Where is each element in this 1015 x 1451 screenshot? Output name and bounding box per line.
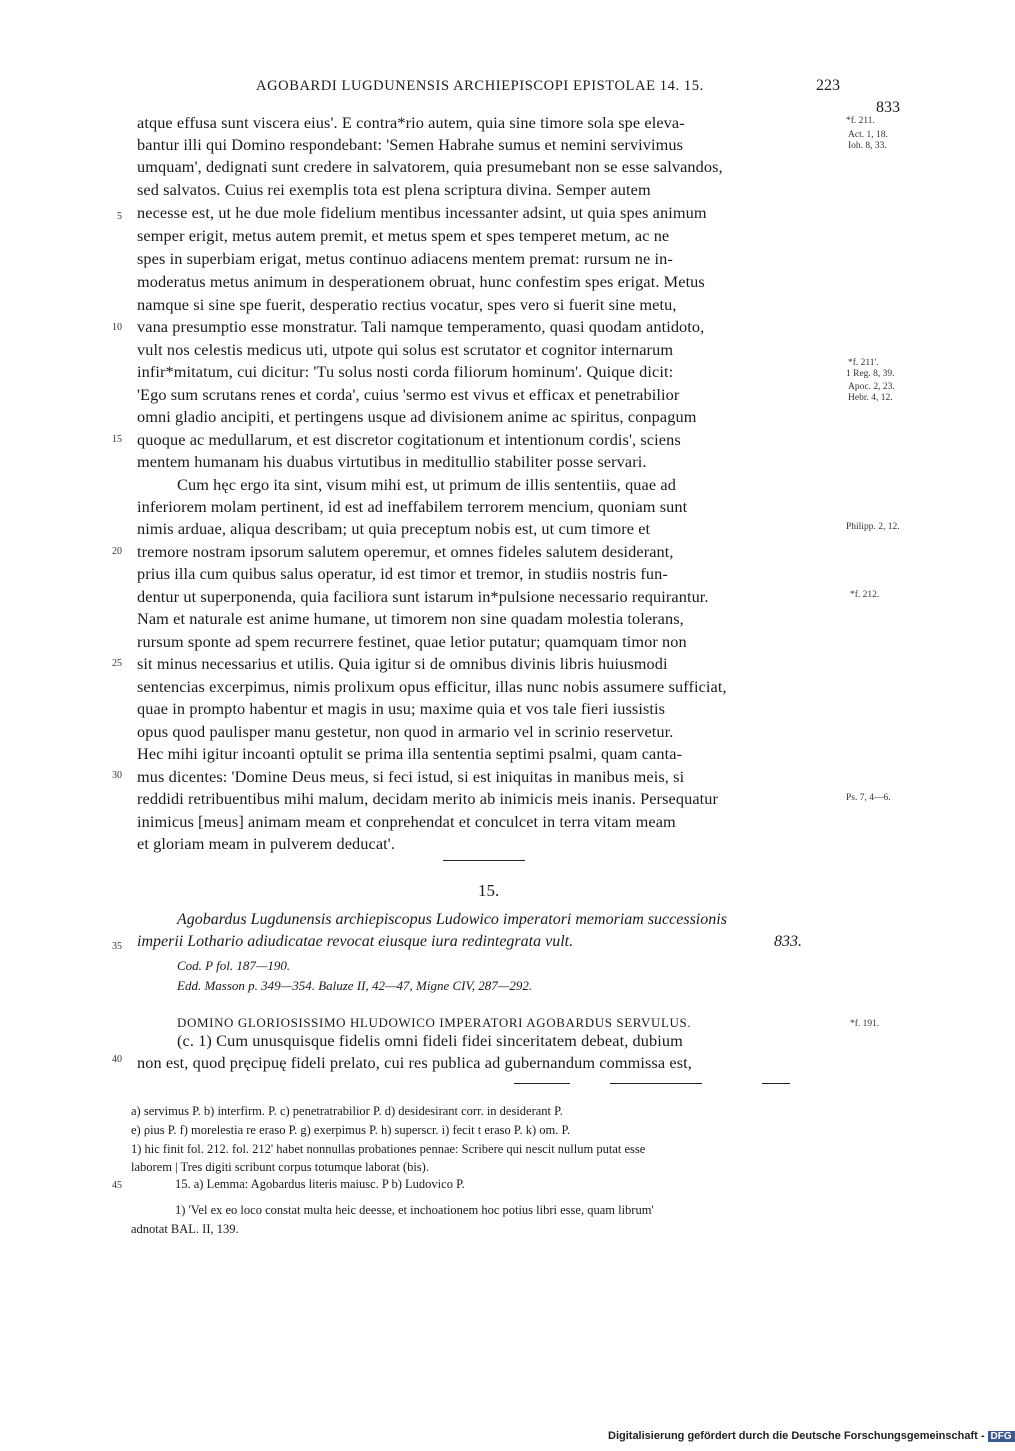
credit-text: Digitalisierung gefördert durch die Deutsche Forschungsgemeinschaft - [608,1430,985,1442]
text-line: vana presumptio esse monstratur. Tali namque temperamento, quasi quodam antidoto, [137,317,705,336]
editions-reference: Edd. Masson p. 349—354. Baluze II, 42—47, Migne CIV, 287—292. [177,978,533,993]
text-line: (c. 1) Cum unusquisque fidelis omni fideli fidei sinceritatem debeat, dubium [177,1031,683,1050]
margin-note: Act. 1, 18. [848,130,888,140]
continuation-rule [514,1083,570,1084]
year-marker: 833 [876,99,900,116]
text-line: inimicus [meus] animam meam et conprehendat et conculcet in terra vitam meam [137,812,676,831]
text-line: non est, quod pręcipuę fideli prelato, cui res publica ad gubernandum commissa est, [137,1053,692,1072]
section-year: 833. [774,933,802,950]
line-number: 45 [112,1180,122,1191]
text-line: umquam', dedignati sunt credere in salvatorem, quia presumebant non se esse salvandos, [137,157,723,176]
text-line: spes in superbiam erigat, metus continuo adiacens mentem premat: rursum ne in- [137,249,673,268]
text-line: necesse est, ut he due mole fidelium mentibus incessanter adsint, ut quia spes animum [137,203,707,222]
margin-note: Philipp. 2, 12. [846,522,900,532]
text-line: sit minus necessarius et utilis. Quia igitur si de omnibus divinis libris huiusmodi [137,654,668,673]
text-line: vult nos celestis medicus uti, utpote qui solus est scrutator et cognitor internarum [137,340,674,359]
line-number: 35 [112,941,122,952]
text-line: opus quod paulisper manu gestetur, non quod in armario vel in scrinio reservetur. [137,722,674,741]
margin-note: 1 Reg. 8, 39. [846,369,895,379]
margin-note: Ps. 7, 4—6. [846,793,891,803]
footnote-line: laborem | Tres digiti scribunt corpus totumque laborat (bis). [131,1160,429,1174]
margin-note: *f. 191. [850,1019,880,1029]
margin-note: Apoc. 2, 23. [848,382,895,392]
text-line: sed salvatos. Cuius rei exemplis tota est plena scriptura divina. Semper autem [137,180,651,199]
text-line: omni gladio ancipiti, et pertingens usque ad divisionem anime ac spiritus, conpagum [137,407,697,426]
section-number: 15. [478,881,500,900]
footnote-line: 15. a) Lemma: Agobardus literis maiusc. P b) Ludovico P. [175,1177,465,1191]
margin-note: Ioh. 8, 33. [848,141,887,151]
section-divider [443,860,525,861]
text-line: infir*mitatum, cui dicitur: 'Tu solus nosti corda filiorum hominum'. Quique dicit: [137,362,674,381]
footnote-line: adnotat BAL. II, 139. [131,1222,239,1236]
text-line: atque effusa sunt viscera eius'. E contra*rio autem, quia sine timore sola spe eleva- [137,113,685,132]
line-number: 10 [112,322,122,333]
page-number: 223 [816,77,840,94]
continuation-rule [610,1083,702,1084]
margin-note: Hebr. 4, 12. [848,393,893,403]
running-header: AGOBARDI LUGDUNENSIS ARCHIEPISCOPI EPISTOLAE 14. 15. [256,78,704,94]
footnote-line: 1) 'Vel ex eo loco constat multa heic deesse, et inchoationem hoc potius libri esse, quam librum' [175,1203,654,1217]
dfg-logo: DFG [988,1431,1015,1442]
footnote-line: a) servimus P. b) interfirm. P. c) penetratrabilior P. d) desidesirant corr. in desiderant P. [131,1104,563,1118]
text-line: quoque ac medullarum, et est discretor cogitationum et intentionum cordis', sciens [137,430,681,449]
text-line: Hec mihi igitur incoanti optulit se prima illa sententia septimi psalmi, quam canta- [137,744,683,763]
footnote-line: 1) hic finit fol. 212. fol. 212' habet nonnullas probationes pennae: Scribere qui nescit nullum putat esse [131,1142,646,1156]
continuation-rule [762,1083,790,1084]
salutation: DOMINO GLORIOSISSIMO HLUDOWICO IMPERATORI AGOBARDUS SERVULUS. [177,1015,692,1030]
margin-note: *f. 211. [846,116,875,126]
line-number: 20 [112,546,122,557]
text-line: mus dicentes: 'Domine Deus meus, si feci istud, si est iniquitas in manibus meis, si [137,767,685,786]
section-summary: Agobardus Lugdunensis archiepiscopus Ludowico imperatori memoriam successionis [177,911,727,928]
line-number: 30 [112,770,122,781]
text-line: reddidi retribuentibus mihi malum, decidam merito ab inimicis meis inanis. Persequatur [137,789,719,808]
text-line: 'Ego sum scrutans renes et corda', cuius 'sermo est vivus et efficax et penetrabilior [137,385,680,404]
text-line: quae in prompto habentur et magis in usu; maxime quia et vos tale fieri iussistis [137,699,666,718]
text-line: mentem humanam his duabus virtutibus in meditullio stabiliter posse servari. [137,452,647,471]
text-line: inferiorem molam pertinent, id est ad ineffabilem terrorem mencium, quoniam sunt [137,497,688,516]
margin-note: *f. 212. [850,590,880,600]
text-line: sentencias excerpimus, nimis prolixum opus efficitur, illas nunc nobis assumere sufficiat, [137,677,727,696]
line-number: 15 [112,434,122,445]
text-line: rursum sponte ad spem recurrere festinet, quae letior putatur; quamquam timor non [137,632,687,651]
text-line: namque si sine spe fuerit, desperatio rectius vocatur, spes vero si fuerit sine metu, [137,295,677,314]
line-number: 25 [112,658,122,669]
text-line: tremore nostram ipsorum salutem operemur, et omnes fideles salutem desiderant, [137,542,674,561]
digitization-credit [608,1430,1015,1442]
text-line: dentur ut superponenda, quia faciliora sunt istarum in*pulsione necessario requirantur. [137,587,709,606]
text-line: semper erigit, metus autem premit, et metus spem et spes temperet metum, ac ne [137,226,670,245]
text-line: prius illa cum quibus salus operatur, id est timor et tremor, in studiis nostris fun- [137,564,668,583]
footnote-line: e) ρius P. f) morelestia re eraso P. g) exerpimus P. h) superscr. i) fecit t eraso P. k) om. P. [131,1123,571,1137]
section-summary: imperii Lothario adiudicatae revocat eiusque iura redintegrata vult. [137,933,574,950]
text-line: moderatus metus animum in desperationem obruat, hunc confestim spes erigat. Metus [137,272,705,291]
text-line: et gloriam meam in pulverem deducat'. [137,834,395,853]
text-line: bantur illi qui Domino respondebant: 'Semen Habrahe sumus et nemini servivimus [137,135,684,154]
text-line: Cum hęc ergo ita sint, visum mihi est, ut primum de illis sententiis, quae ad [177,475,676,494]
codex-reference: Cod. P fol. 187—190. [177,958,291,973]
line-number: 40 [112,1054,122,1065]
text-line: nimis arduae, aliqua describam; ut quia preceptum nobis est, ut cum timore et [137,519,651,538]
margin-note: *f. 211'. [848,358,879,368]
text-line: Nam et naturale est anime humane, ut timorem non sine quadam molestia tolerans, [137,609,684,628]
line-number: 5 [117,211,122,222]
